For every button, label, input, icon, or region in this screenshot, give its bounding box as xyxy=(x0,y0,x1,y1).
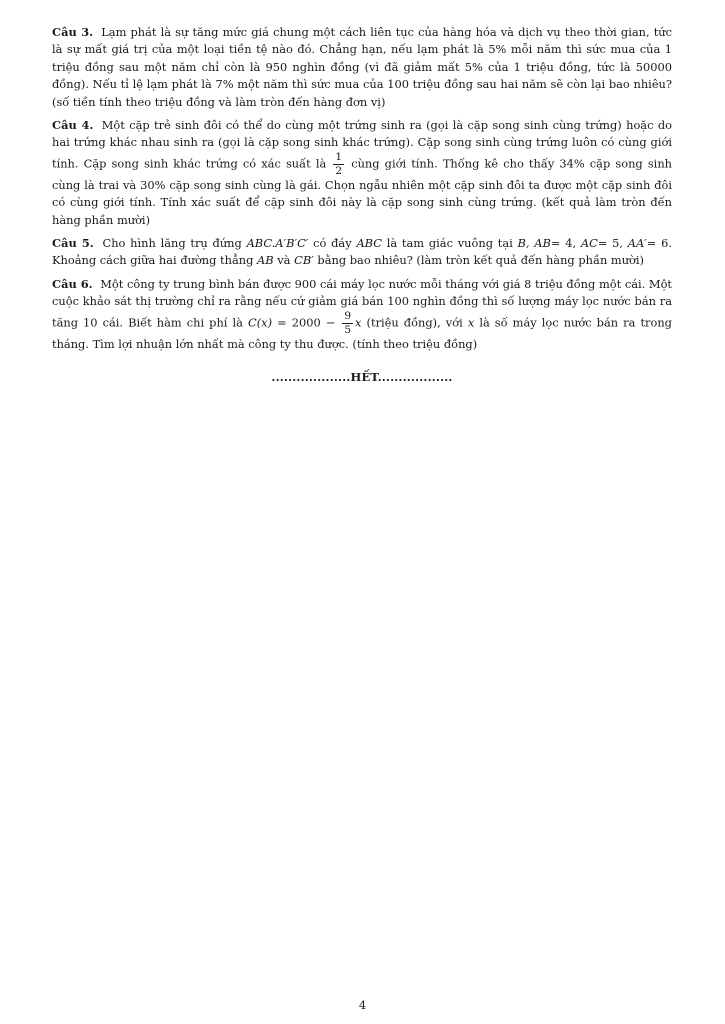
question-3-label: Câu 3. xyxy=(52,25,94,39)
fraction-numerator: 1 xyxy=(335,150,343,163)
question-6-label: Câu 6. xyxy=(52,276,93,291)
math-aa-prime: AA′ xyxy=(627,236,647,251)
question-5-text-2: có đáy xyxy=(313,236,352,251)
question-6-text-eq: = 2000 − xyxy=(277,315,336,330)
end-marker: ...................HẾT.................. xyxy=(271,370,453,385)
math-cb-prime: CB′ xyxy=(294,253,314,268)
question-5-text-6: = 6. Khoảng cách giữa hai đường thẳng xyxy=(52,236,672,268)
exam-content xyxy=(52,24,672,387)
question-4-text-a: Một cặp trẻ sinh đôi có thể do cùng một trứng sinh ra (gọi là cặp song sinh cùng trứng) hoặc do hai trứng khác nhau sinh ra (gọi là cặp song sinh khác trứng). Cặp song sinh cùng trứng luôn có cùng giới tính. Cặp song sinh khác trứng có xác suất là xyxy=(52,118,672,171)
question-6 xyxy=(52,276,672,353)
math-vertex-ab: B, AB xyxy=(517,236,551,251)
fraction-denominator: 5 xyxy=(344,323,352,336)
question-4-label: Câu 4. xyxy=(52,118,94,133)
page-number: 4 xyxy=(358,998,367,1012)
fraction-nine-fifths xyxy=(342,311,353,336)
fraction-numerator: 9 xyxy=(344,309,352,322)
math-ac: AC xyxy=(580,236,598,251)
question-5-text-3: là tam giác vuông tại xyxy=(386,236,513,251)
question-3-text: Lạm phát là sự tăng mức giá chung một cách liên tục của hàng hóa và dịch vụ theo thời gian, tức là sự mất giá trị của một loại tiền tệ nào đó. Chẳng hạn, nếu lạm phát là 5% mỗi năm thì sức mua của 1 triệu đồng sau một năm chỉ còn là 950 nghìn đồng (vì đã giảm mất 5% của 1 triệu đồng, tức là 50000 đồng). Nếu tỉ lệ lạm phát là 7% một năm thì sức mua của 100 triệu đồng sau hai năm sẽ còn lại bao nhiêu? (số tiền tính theo triệu đồng và làm tròn đến hàng đơn vị) xyxy=(52,25,672,109)
question-5-label: Câu 5. xyxy=(52,236,94,251)
question-4 xyxy=(52,117,672,229)
question-5-text-8: bằng bao nhiêu? (làm tròn kết quả đến hàng phần mười) xyxy=(317,253,644,268)
question-5 xyxy=(52,235,672,270)
question-6-text-b: là số máy lọc nước bán ra trong tháng. Tìm lợi nhuận lớn nhất mà công ty thu được. (tính theo triệu đồng) xyxy=(52,315,672,351)
math-cost-function: C(x) xyxy=(248,315,273,330)
question-5-text-1: Cho hình lăng trụ đứng xyxy=(102,236,242,251)
math-x: x xyxy=(467,315,475,330)
question-5-text-7: và xyxy=(277,253,291,268)
math-base: ABC xyxy=(356,236,382,251)
question-3 xyxy=(52,24,672,111)
question-6-text-mid: (triệu đồng), với xyxy=(366,315,463,330)
question-4-text-b: cùng giới tính. Thống kê cho thấy 34% cặp song sinh cùng là trai và 30% cặp song sinh cùng là gái. Chọn ngẫu nhiên một cặp sinh đôi ta được một cặp sinh đôi có cùng giới tính. Tính xác suất để cặp sinh đôi này là cặp song sinh cùng trứng. (kết quả làm tròn đến hàng phần mười) xyxy=(52,156,672,227)
math-ab: AB xyxy=(257,253,274,268)
math-prism: ABC.A′B′C′ xyxy=(246,236,309,251)
question-6-text-a: Một công ty trung bình bán được 900 cái máy lọc nước mỗi tháng với giá 8 triệu đồng một cái. Một cuộc khảo sát thị trường chỉ ra rằng nếu cứ giảm giá bán 100 nghìn đồng thì số lượng máy lọc nước bán ra tăng 10 cái. Biết hàm chi phí là xyxy=(52,276,673,330)
math-x: x xyxy=(355,315,362,330)
question-5-text-5: = 5, xyxy=(597,236,623,251)
fraction-denominator: 2 xyxy=(335,164,343,177)
question-5-text-4: = 4, xyxy=(550,236,577,251)
fraction-one-half xyxy=(333,152,344,177)
